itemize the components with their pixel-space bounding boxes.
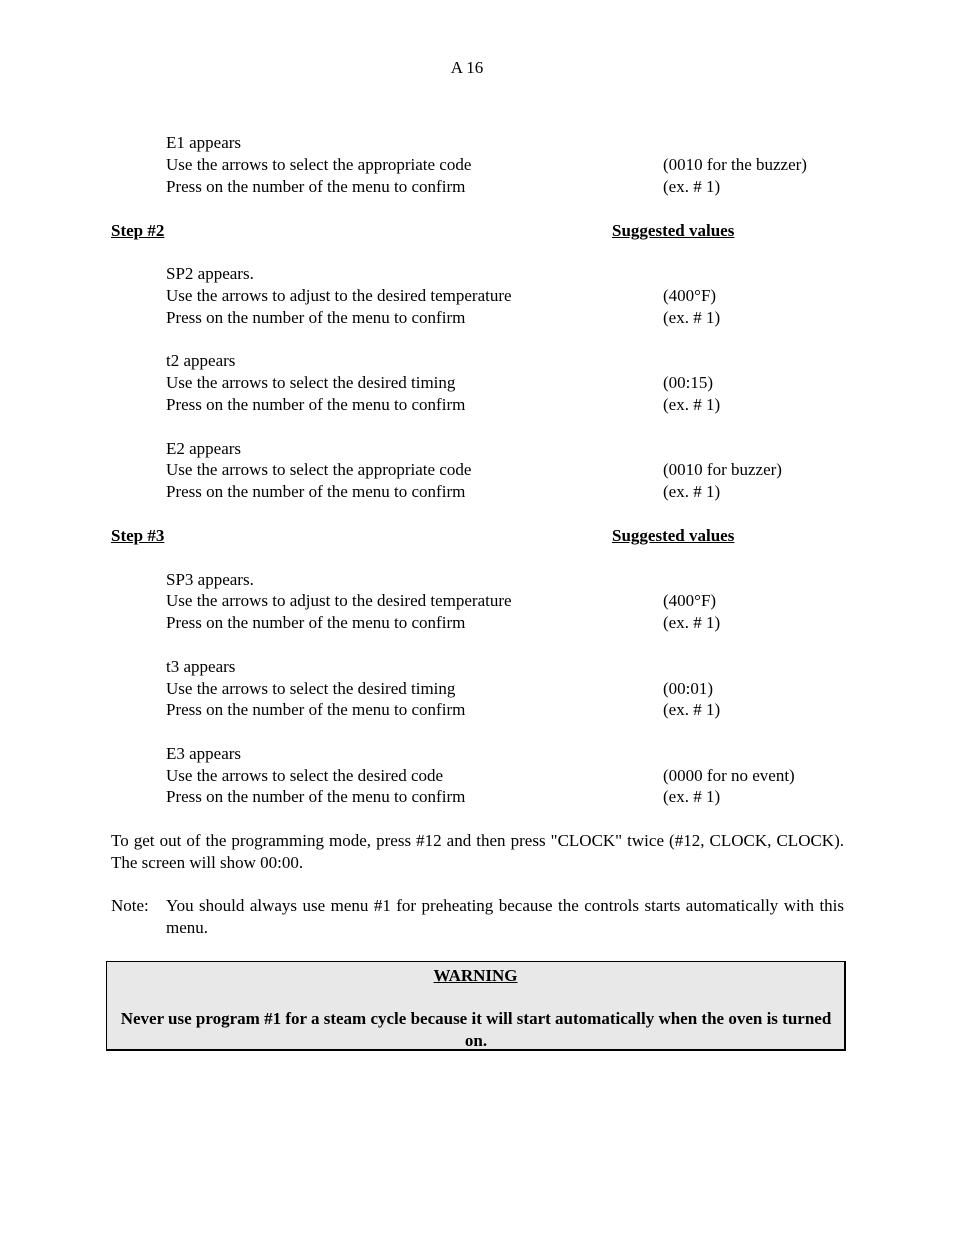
suggested-value: (0010 for buzzer) bbox=[663, 460, 782, 479]
instruction-text: Use the arrows to adjust to the desired temperature bbox=[166, 591, 512, 610]
step-3-heading-row bbox=[111, 525, 811, 547]
suggested-value: (00:01) bbox=[663, 679, 714, 698]
step-2-heading-row bbox=[111, 220, 811, 242]
instruction-text: Use the arrows to adjust to the desired temperature bbox=[166, 286, 512, 305]
instruction-text: Press on the number of the menu to confirm bbox=[166, 787, 466, 806]
instruction-row bbox=[166, 459, 866, 481]
step-heading: Step #2 bbox=[111, 221, 165, 240]
instruction-row bbox=[166, 394, 866, 416]
instruction-row bbox=[166, 263, 866, 285]
instruction-text: Press on the number of the menu to confirm bbox=[166, 177, 466, 196]
instruction-row bbox=[166, 656, 866, 678]
instruction-text: Use the arrows to select the desired timing bbox=[166, 679, 456, 698]
suggested-value: (0000 for no event) bbox=[663, 766, 795, 785]
instruction-row bbox=[166, 765, 866, 787]
instruction-row bbox=[166, 438, 866, 460]
instruction-row bbox=[166, 285, 866, 307]
suggested-value: (ex. # 1) bbox=[663, 308, 721, 327]
exit-instructions-paragraph: To get out of the programming mode, press #12 and then press "CLOCK" twice (#12, CLOCK, CLOCK). The screen will show 00:00. bbox=[111, 831, 844, 872]
suggested-value: (00:15) bbox=[663, 373, 714, 392]
instruction-text: t2 appears bbox=[166, 351, 236, 370]
instruction-row bbox=[166, 372, 866, 394]
instruction-text: E2 appears bbox=[166, 439, 242, 458]
suggested-value: (400°F) bbox=[663, 286, 717, 305]
suggested-value: (ex. # 1) bbox=[663, 482, 721, 501]
instruction-text: Press on the number of the menu to confirm bbox=[166, 308, 466, 327]
instruction-text: t3 appears bbox=[166, 657, 236, 676]
instruction-row bbox=[166, 743, 866, 765]
instruction-text: E3 appears bbox=[166, 744, 242, 763]
suggested-value: (0010 for the buzzer) bbox=[663, 155, 807, 174]
instruction-text: Press on the number of the menu to confirm bbox=[166, 700, 466, 719]
page-number: A 16 bbox=[450, 58, 484, 77]
note-text: You should always use menu #1 for preheating because the controls starts automatically with this menu. bbox=[166, 896, 844, 937]
warning-box bbox=[106, 961, 846, 1051]
warning-title: WARNING bbox=[433, 966, 518, 985]
instruction-row bbox=[166, 678, 866, 700]
instruction-row bbox=[166, 569, 866, 591]
suggested-value: (ex. # 1) bbox=[663, 787, 721, 806]
instruction-row bbox=[166, 590, 866, 612]
instruction-row bbox=[166, 307, 866, 329]
step-heading: Step #3 bbox=[111, 526, 165, 545]
instruction-row bbox=[166, 699, 866, 721]
instruction-text: Use the arrows to select the desired code bbox=[166, 766, 444, 785]
suggested-value: (ex. # 1) bbox=[663, 700, 721, 719]
instruction-row bbox=[166, 154, 866, 176]
note-label: Note: bbox=[111, 896, 149, 915]
instruction-text: E1 appears bbox=[166, 133, 242, 152]
suggested-value: (400°F) bbox=[663, 591, 717, 610]
instruction-text: Press on the number of the menu to confirm bbox=[166, 482, 466, 501]
instruction-row bbox=[166, 612, 866, 634]
instruction-text: SP2 appears. bbox=[166, 264, 254, 283]
instruction-row bbox=[166, 176, 866, 198]
suggested-value: (ex. # 1) bbox=[663, 395, 721, 414]
suggested-values-heading: Suggested values bbox=[612, 221, 735, 240]
instruction-row bbox=[166, 481, 866, 503]
instruction-text: Use the arrows to select the desired timing bbox=[166, 373, 456, 392]
suggested-value: (ex. # 1) bbox=[663, 613, 721, 632]
instruction-text: Press on the number of the menu to confirm bbox=[166, 613, 466, 632]
instruction-text: SP3 appears. bbox=[166, 570, 254, 589]
instruction-text: Use the arrows to select the appropriate code bbox=[166, 155, 472, 174]
warning-text: Never use program #1 for a steam cycle because it will start automatically when the oven is turned on. bbox=[120, 1009, 832, 1050]
suggested-value: (ex. # 1) bbox=[663, 177, 721, 196]
instruction-text: Press on the number of the menu to confirm bbox=[166, 395, 466, 414]
suggested-values-heading: Suggested values bbox=[612, 526, 735, 545]
instruction-row bbox=[166, 350, 866, 372]
instruction-text: Use the arrows to select the appropriate code bbox=[166, 460, 472, 479]
instruction-row bbox=[166, 786, 866, 808]
instruction-row bbox=[166, 132, 866, 154]
